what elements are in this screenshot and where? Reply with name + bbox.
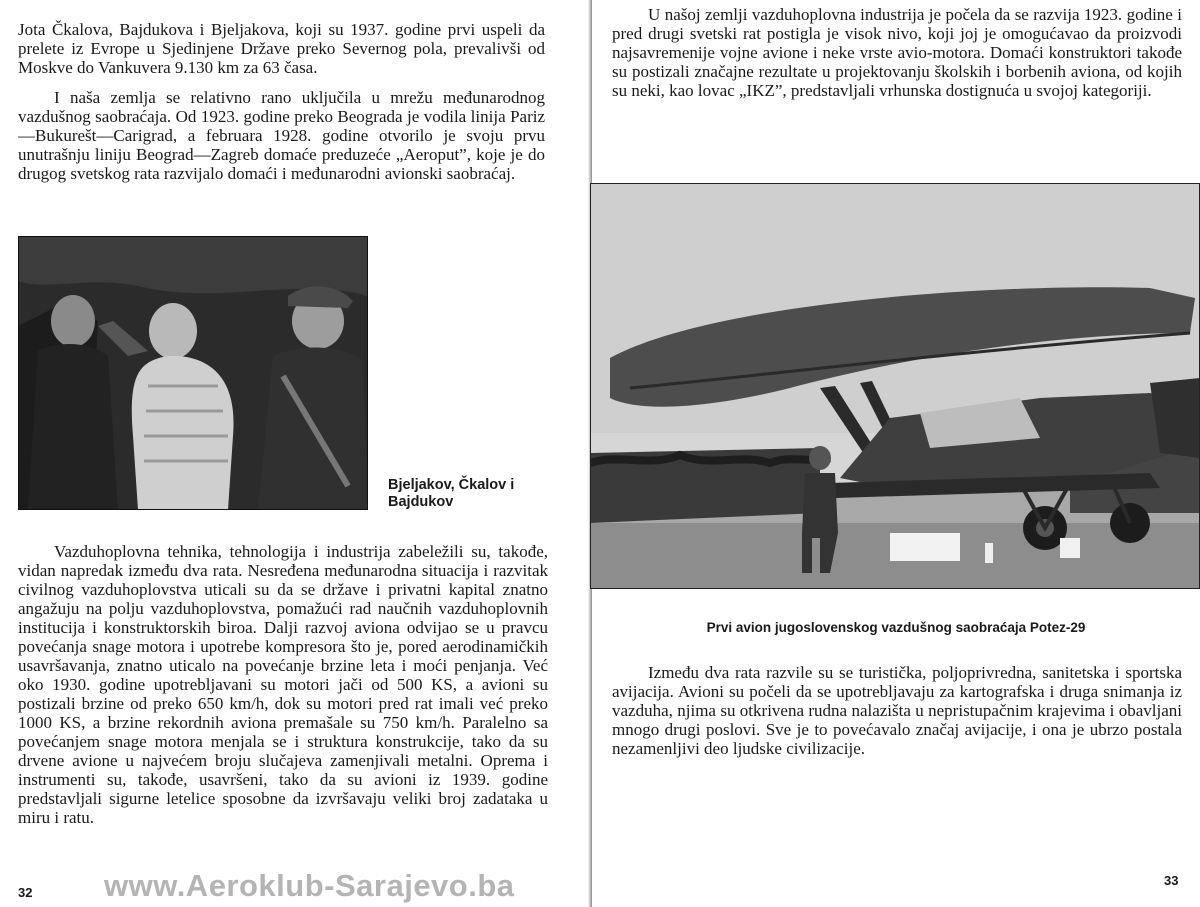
website-watermark: www.Aeroklub-Sarajevo.ba (104, 868, 515, 903)
left-page (0, 0, 592, 907)
right-paragraph-2: Između dva rata razvile su se turistička, poljoprivredna, sanitetska i sportska avijacija. Avioni su počeli da se upotrebljavaju za kartografska i druga snimanja iz vazduha, njima su otkrivena rudna nalazišta u nepristupačnim krajevima i obavljani mnogo drugi poslovi. Sve je to povećavalo značaj avijacije, i ona je ubrzo postala nezamenljivi deo ljudske civilizacije. (612, 663, 1182, 758)
cosmonauts-photo-caption: Bjeljakov, Čkalov i Bajdukov (388, 477, 515, 510)
page-number-right: 33 (1164, 873, 1179, 888)
right-page (592, 0, 1200, 907)
left-paragraph-2: I naša zemlja se relativno rano uključila u mrežu međunarodnog vazdušnog saobraćaja. Od 1923. godine preko Beograda je vodila linija Pariz—Bukurešt—Carigrad, a februara 1928. godine otvorilo je svoju prvu unutrašnju liniju Beograd—Zagreb domaće preduzeće „Aeroput”, koje je do drugog svetskog rata razvijalo domaći i međunarodni avionski saobraćaj. (18, 88, 545, 183)
airplane-photo-caption: Prvi avion jugoslovenskog vazdušnog saobraćaja Potez-29 (706, 620, 1086, 635)
left-paragraph-3: Vazduhoplovna tehnika, tehnologija i industrija zabeležili su, takođe, vidan napredak između dva rata. Nesređena međunarodna situacija i razvitak civilnog vazduhoplovstva uticali su da se države i privatni kapital znatno angažuju na polju vazduhoplovstva, pomažući rad naučnih vazduhoplovnih institucija i konstruktorskih biroa. Dalji razvoj aviona odvijao se u pravcu povećanja snage motora i upotrebe kompresora što je, pored aerodinamičkih usavršavanja, znatno uticalo na povećanje brzine leta i moći penjanja. Već oko 1930. godine upotrebljavani su motori jači od 500 KS, a avioni su postizali brzine od preko 650 km/h, dok su motori pred rat imali već preko 1000 KS, a brzine rekordnih aviona premašale su 750 km/h. Paralelno sa povećanjem snage motora menjala se i struktura konstrukcije, tako da su drvene avione u najvećem broju slučajeva zamenjivali metalni. Oprema i instrumenti su, takođe, usavršeni, tako da su avioni iz 1939. godine predstavljali sigurne letelice sposobne da izvršavaju veliki broj zadataka u miru i ratu. (18, 542, 548, 827)
cosmonauts-photo (18, 236, 368, 510)
left-paragraph-1: Jota Čkalova, Bajdukova i Bjeljakova, koji su 1937. godine prvi uspeli da prelete iz Evrope u Sjedinjene Države preko Severnog pola, prevalivši od Moskve do Vankuvera 9.130 km za 63 časa. (18, 20, 545, 77)
page-number-left: 32 (18, 885, 33, 900)
right-paragraph-1: U našoj zemlji vazduhoplovna industrija je počela da se razvija 1923. godine i pred drugi svetski rat postigla je visok nivo, koji joj je omogućavao da proizvodi najsavremenije vojne avione i neke vrste avio-motora. Domaći konstruktori takođe su postizali značajne rezultate u projektovanju školskih i borbenih aviona, od kojih su neki, kao lovac „IKZ”, predstavljali vrhunska dostignuća u svojoj kategoriji. (612, 5, 1182, 100)
potez-29-airplane-photo (590, 183, 1200, 589)
